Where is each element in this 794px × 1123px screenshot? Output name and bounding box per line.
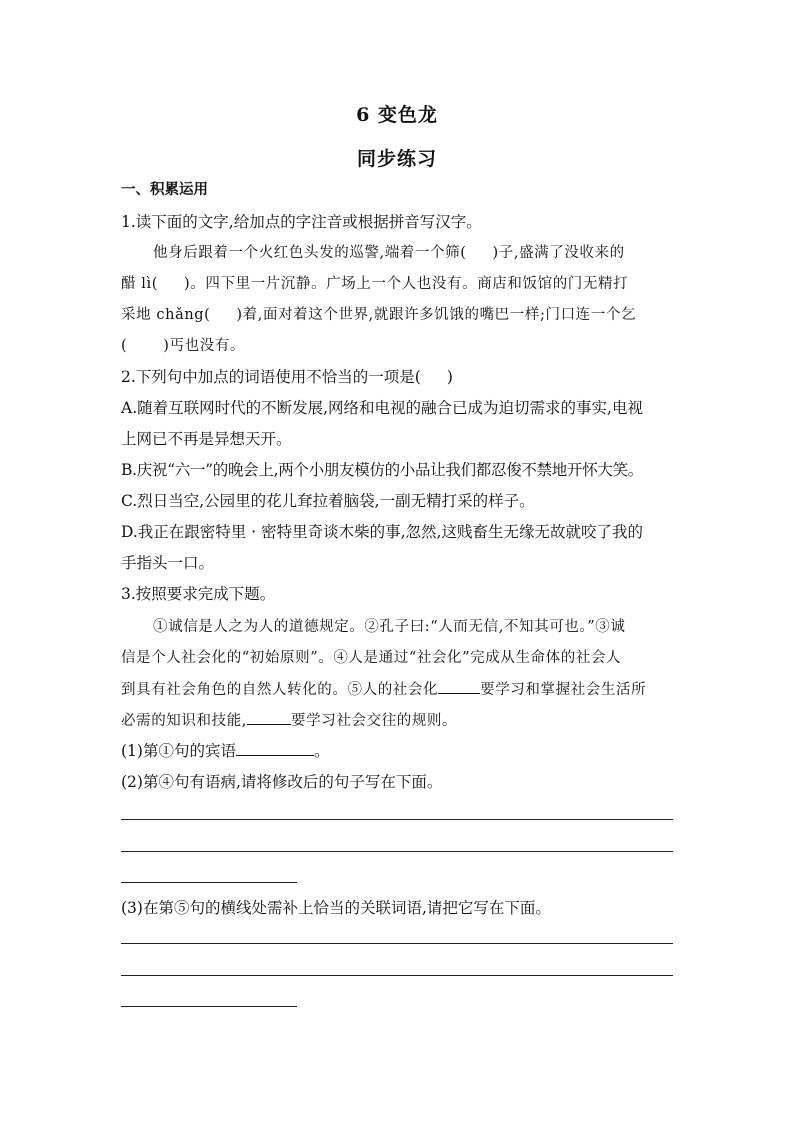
q2-option-d-line-1: D.我正在跟密特里 · 密特里奇谈木柴的事,忽然,这贱畜生无缘无故就咬了我的	[121, 523, 643, 541]
answer-line[interactable]	[121, 819, 673, 820]
answer-line[interactable]	[121, 1006, 297, 1007]
section-heading: 一、积累运用	[121, 181, 208, 198]
q1-passage-line-3	[121, 305, 636, 325]
q2-option-b: B.庆祝“六一”的晚会上,两个小朋友模仿的小品让我们都忍俊不禁地开怀大笑。	[121, 461, 643, 479]
q3-sub1	[121, 741, 329, 761]
page-subtitle: 同步练习	[356, 148, 437, 170]
q3-passage-text: 必需的知识和技能,	[121, 713, 248, 729]
q3-passage-line-4	[121, 710, 457, 731]
q1-passage-text: )。四下里一片沉静。广场上一个人也没有。商店和饭馆的门无精打	[184, 276, 629, 292]
q1-passage-text: (	[121, 338, 128, 354]
q1-passage-text: 采地 chǎng(	[121, 307, 211, 323]
q2-option-d-line-2: 手指头一口。	[121, 554, 215, 572]
q2-prompt-text: 2.下列句中加点的词语使用不恰当的一项是(	[121, 368, 421, 386]
page-title: 6 变色龙	[356, 104, 438, 126]
q1-passage-line-1	[153, 243, 625, 263]
q2-option-a-line-1: A.随着互联网时代的不断发展,网络和电视的融合已成为迫切需求的事实,电视	[121, 399, 643, 417]
q3-sub3: (3)在第⑤句的横线处需补上恰当的关联词语,请把它写在下面。	[121, 899, 551, 917]
q3-sub1-text: (1)第①句的宾语	[121, 742, 236, 760]
answer-line[interactable]	[121, 943, 673, 944]
fill-blank[interactable]	[236, 741, 314, 756]
q3-passage-line-2: 信是个人社会化的“初始原则”。④人是通过“社会化”完成从生命体的社会人	[121, 650, 622, 666]
q2-option-a-line-2: 上网已不再是异想天开。	[121, 430, 292, 448]
q1-passage-text: 他身后跟着一个火红色头发的巡警,端着一个筛(	[153, 245, 467, 261]
q3-sub2: (2)第④句有语病,请将修改后的句子写在下面。	[121, 773, 443, 791]
q1-passage-line-2	[121, 274, 628, 294]
q2-prompt-end: )	[446, 368, 453, 386]
answer-line[interactable]	[121, 975, 673, 976]
q3-passage-text: 到具有社会角色的自然人转化的。⑤人的社会化	[121, 682, 439, 698]
q1-passage-line-4	[121, 336, 245, 356]
q2-prompt	[121, 367, 453, 387]
q1-passage-text: 醋 lì(	[121, 276, 159, 292]
q1-passage-text: )丐也没有。	[163, 338, 246, 354]
q3-passage-line-1: ①诚信是人之为人的道德规定。②孔子曰:“人而无信,不知其可也。”③诚	[153, 619, 626, 635]
q1-prompt: 1.读下面的文字,给加点的字注音或根据拼音写汉字。	[121, 213, 482, 231]
fill-blank[interactable]	[247, 710, 291, 725]
q3-passage-text: 要学习和掌握社会生活所	[480, 682, 647, 698]
fill-blank[interactable]	[438, 679, 480, 694]
q3-passage-line-3	[121, 679, 646, 700]
answer-line[interactable]	[121, 851, 673, 852]
q3-passage-text: 要学习社会交往的规则。	[291, 713, 458, 729]
answer-line[interactable]	[121, 882, 297, 883]
q1-passage-text: )子,盛满了没收来的	[492, 245, 625, 261]
q3-prompt: 3.按照要求完成下题。	[121, 585, 276, 603]
q3-sub1-end: 。	[313, 742, 330, 760]
q2-option-c: C.烈日当空,公园里的花儿耷拉着脑袋,一副无精打采的样子。	[121, 492, 535, 510]
q1-passage-text: )着,面对着这个世界,就跟许多饥饿的嘴巴一样;门口连一个乞	[236, 307, 637, 323]
